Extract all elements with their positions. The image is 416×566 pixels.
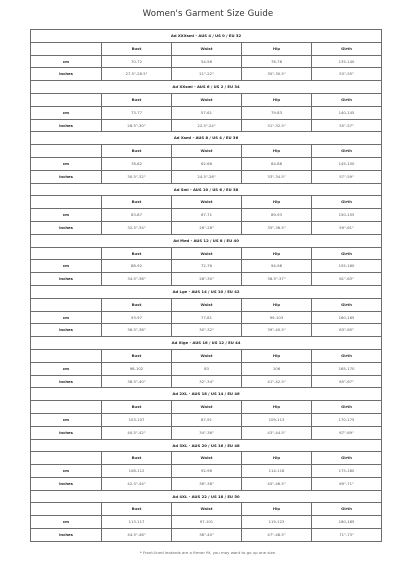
measurement-hip-cm: 109-113 [242, 413, 312, 426]
unit-label: inches [31, 375, 102, 388]
unit-label: inches [31, 68, 102, 81]
column-header-row [31, 401, 382, 414]
column-header-bust: Bust [102, 145, 172, 158]
measurement-girth-inches: 65"-67" [312, 375, 382, 388]
size-section-label: Ad Lge - AUS 14 / US 10 / EU 42 [31, 285, 382, 298]
table-row-inches [31, 477, 382, 490]
page-title: Women's Garment Size Guide [142, 9, 274, 19]
column-header-girth: Girth [312, 349, 382, 362]
column-header-row [31, 93, 382, 106]
measurement-girth-cm: 170-175 [312, 413, 382, 426]
column-header-girth: Girth [312, 145, 382, 158]
measurement-waist-cm: 72-76 [172, 260, 242, 273]
table-row-cm [31, 106, 382, 119]
table-row-inches [31, 426, 382, 439]
column-header-bust: Bust [102, 503, 172, 516]
column-header-waist: Waist [172, 298, 242, 311]
measurement-hip-inches: 35"-36.5" [242, 221, 312, 234]
table-row-inches [31, 324, 382, 337]
column-header-row [31, 503, 382, 516]
measurement-bust-inches: 44.5"-46" [102, 529, 172, 542]
unit-label: cm [31, 106, 102, 119]
measurement-waist-cm: 92-96 [172, 465, 242, 478]
measurement-girth-inches: 71"-73" [312, 529, 382, 542]
unit-label: inches [31, 477, 102, 490]
measurement-hip-cm: 84-88 [242, 157, 312, 170]
column-header-row [31, 247, 382, 260]
unit-label: cm [31, 260, 102, 273]
size-section-label: Ad Xsml - AUS 8 / US 4 / EU 36 [31, 132, 382, 145]
measurement-girth-cm: 180-185 [312, 516, 382, 529]
column-header-bust: Bust [102, 298, 172, 311]
size-section-label: Ad 2XL - AUS 18 / US 14 / EU 46 [31, 388, 382, 401]
unit-label: inches [31, 273, 102, 286]
size-section-header-row [31, 183, 382, 196]
table-row-inches [31, 375, 382, 388]
measurement-waist-inches: 32"-34" [172, 375, 242, 388]
unit-label: inches [31, 170, 102, 183]
footnote: * Front-lined leotards are a firmer fit, you may want to go up one size. [139, 550, 277, 555]
blank-corner-cell [31, 298, 102, 311]
measurement-hip-inches: 30"-30.5" [242, 68, 312, 81]
column-header-hip: Hip [242, 298, 312, 311]
column-header-bust: Bust [102, 93, 172, 106]
column-header-hip: Hip [242, 401, 312, 414]
unit-label: cm [31, 465, 102, 478]
column-header-girth: Girth [312, 196, 382, 209]
table-row-inches [31, 221, 382, 234]
table-row-cm [31, 311, 382, 324]
measurement-waist-cm: 57-61 [172, 106, 242, 119]
column-header-bust: Bust [102, 196, 172, 209]
measurement-bust-cm: 88-92 [102, 260, 172, 273]
column-header-waist: Waist [172, 247, 242, 260]
measurement-hip-inches: 39"-40.5" [242, 324, 312, 337]
measurement-hip-inches: 36.5"-37" [242, 273, 312, 286]
table-row-cm [31, 260, 382, 273]
column-header-waist: Waist [172, 145, 242, 158]
measurement-waist-inches: 21"-22" [172, 68, 242, 81]
measurement-waist-cm: 67-71 [172, 209, 242, 222]
size-section-label: Ad 4XL - AUS 22 / US 18 / EU 50 [31, 490, 382, 503]
table-row-cm [31, 157, 382, 170]
measurement-hip-cm: 89-93 [242, 209, 312, 222]
measurement-waist-inches: 34"-36" [172, 426, 242, 439]
measurement-bust-inches: 27.5"-28.5" [102, 68, 172, 81]
size-section-label: Ad Sml - AUS 10 / US 6 / EU 38 [31, 183, 382, 196]
measurement-girth-cm: 135-140 [312, 55, 382, 68]
measurement-hip-cm: 76-78 [242, 55, 312, 68]
measurement-girth-cm: 155-160 [312, 260, 382, 273]
blank-corner-cell [31, 349, 102, 362]
measurement-bust-cm: 93-97 [102, 311, 172, 324]
table-row-cm [31, 55, 382, 68]
column-header-waist: Waist [172, 93, 242, 106]
size-table [30, 29, 382, 542]
measurement-hip-cm: 119-123 [242, 516, 312, 529]
unit-label: cm [31, 157, 102, 170]
measurement-bust-cm: 108-112 [102, 465, 172, 478]
table-row-inches [31, 170, 382, 183]
size-section-label: Ad 3XL - AUS 20 / US 16 / EU 48 [31, 439, 382, 452]
measurement-waist-cm: 97-101 [172, 516, 242, 529]
measurement-hip-inches: 41"-42.5" [242, 375, 312, 388]
measurement-waist-cm: 87-91 [172, 413, 242, 426]
measurement-hip-cm: 79-83 [242, 106, 312, 119]
size-section-header-row [31, 388, 382, 401]
measurement-girth-inches: 63"-65" [312, 324, 382, 337]
size-section-label: Ad XXsml - AUS 6 / US 2 / EU 34 [31, 81, 382, 94]
measurement-girth-inches: 69"-71" [312, 477, 382, 490]
measurement-girth-cm: 175-180 [312, 465, 382, 478]
measurement-bust-cm: 83-87 [102, 209, 172, 222]
measurement-bust-inches: 36.5"-38" [102, 324, 172, 337]
measurement-bust-inches: 40.5"-42" [102, 426, 172, 439]
unit-label: cm [31, 209, 102, 222]
table-row-cm [31, 413, 382, 426]
column-header-row [31, 42, 382, 55]
column-header-row [31, 349, 382, 362]
table-row-cm [31, 516, 382, 529]
column-header-bust: Bust [102, 401, 172, 414]
measurement-waist-inches: 26"-28" [172, 221, 242, 234]
measurement-waist-inches: 24.5"-26" [172, 170, 242, 183]
measurement-bust-cm: 113-117 [102, 516, 172, 529]
size-section-header-row [31, 132, 382, 145]
measurement-waist-cm: 54-56 [172, 55, 242, 68]
column-header-girth: Girth [312, 452, 382, 465]
size-section-label: Ad Xlge - AUS 16 / US 12 / EU 44 [31, 337, 382, 350]
unit-label: inches [31, 529, 102, 542]
measurement-hip-cm: 94-98 [242, 260, 312, 273]
size-section-header-row [31, 30, 382, 43]
column-header-bust: Bust [102, 349, 172, 362]
column-header-hip: Hip [242, 42, 312, 55]
column-header-girth: Girth [312, 42, 382, 55]
measurement-bust-cm: 103-107 [102, 413, 172, 426]
column-header-waist: Waist [172, 42, 242, 55]
size-section-header-row [31, 81, 382, 94]
measurement-waist-inches: 22.5"-24" [172, 119, 242, 132]
measurement-hip-inches: 43"-44.5" [242, 426, 312, 439]
unit-label: cm [31, 311, 102, 324]
size-section-label: Ad XXXsml - AUS 4 / US 0 / EU 32 [31, 30, 382, 43]
column-header-waist: Waist [172, 349, 242, 362]
measurement-hip-inches: 33"-34.5" [242, 170, 312, 183]
measurement-girth-inches: 67"-69" [312, 426, 382, 439]
measurement-bust-cm: 98-102 [102, 362, 172, 375]
blank-corner-cell [31, 452, 102, 465]
unit-label: cm [31, 413, 102, 426]
column-header-girth: Girth [312, 93, 382, 106]
size-table-body [31, 30, 382, 542]
column-header-girth: Girth [312, 401, 382, 414]
measurement-girth-cm: 140-145 [312, 106, 382, 119]
unit-label: inches [31, 119, 102, 132]
table-row-cm [31, 362, 382, 375]
column-header-bust: Bust [102, 452, 172, 465]
measurement-waist-cm: 83 [172, 362, 242, 375]
measurement-bust-cm: 70-72 [102, 55, 172, 68]
column-header-waist: Waist [172, 401, 242, 414]
measurement-bust-inches: 42.5"-44" [102, 477, 172, 490]
column-header-hip: Hip [242, 145, 312, 158]
measurement-girth-cm: 150-155 [312, 209, 382, 222]
measurement-bust-inches: 34.5"-36" [102, 273, 172, 286]
unit-label: inches [31, 324, 102, 337]
column-header-girth: Girth [312, 503, 382, 516]
measurement-girth-inches: 55"-57" [312, 119, 382, 132]
measurement-hip-inches: 45"-46.5" [242, 477, 312, 490]
column-header-waist: Waist [172, 452, 242, 465]
column-header-girth: Girth [312, 298, 382, 311]
table-row-inches [31, 68, 382, 81]
size-section-label: Ad Med - AUS 12 / US 8 / EU 40 [31, 234, 382, 247]
measurement-waist-inches: 36"-38" [172, 477, 242, 490]
column-header-hip: Hip [242, 452, 312, 465]
measurement-waist-cm: 77-81 [172, 311, 242, 324]
blank-corner-cell [31, 42, 102, 55]
measurement-hip-inches: 31"-32.5" [242, 119, 312, 132]
table-row-cm [31, 465, 382, 478]
blank-corner-cell [31, 247, 102, 260]
measurement-bust-inches: 38.5"-40" [102, 375, 172, 388]
unit-label: inches [31, 426, 102, 439]
blank-corner-cell [31, 401, 102, 414]
column-header-hip: Hip [242, 503, 312, 516]
column-header-hip: Hip [242, 349, 312, 362]
column-header-row [31, 145, 382, 158]
measurement-girth-inches: 61"-63" [312, 273, 382, 286]
measurement-waist-cm: 62-66 [172, 157, 242, 170]
unit-label: cm [31, 362, 102, 375]
size-section-header-row [31, 285, 382, 298]
measurement-bust-inches: 32.5"-34" [102, 221, 172, 234]
measurement-hip-cm: 114-118 [242, 465, 312, 478]
unit-label: inches [31, 221, 102, 234]
column-header-hip: Hip [242, 196, 312, 209]
column-header-waist: Waist [172, 196, 242, 209]
unit-label: cm [31, 516, 102, 529]
size-section-header-row [31, 337, 382, 350]
size-section-header-row [31, 439, 382, 452]
measurement-girth-cm: 160-165 [312, 311, 382, 324]
column-header-row [31, 298, 382, 311]
blank-corner-cell [31, 93, 102, 106]
measurement-bust-inches: 30.5"-32" [102, 170, 172, 183]
column-header-bust: Bust [102, 247, 172, 260]
size-section-header-row [31, 234, 382, 247]
measurement-waist-inches: 30"-32" [172, 324, 242, 337]
measurement-hip-inches: 47"-48.5" [242, 529, 312, 542]
table-row-inches [31, 119, 382, 132]
column-header-bust: Bust [102, 42, 172, 55]
table-row-cm [31, 209, 382, 222]
measurement-waist-inches: 38"-40" [172, 529, 242, 542]
column-header-girth: Girth [312, 247, 382, 260]
measurement-girth-inches: 53"-55" [312, 68, 382, 81]
blank-corner-cell [31, 145, 102, 158]
table-row-inches [31, 273, 382, 286]
column-header-hip: Hip [242, 247, 312, 260]
unit-label: cm [31, 55, 102, 68]
measurement-hip-cm: 99-103 [242, 311, 312, 324]
measurement-waist-inches: 28"-30" [172, 273, 242, 286]
column-header-hip: Hip [242, 93, 312, 106]
measurement-girth-inches: 57"-59" [312, 170, 382, 183]
measurement-bust-cm: 78-82 [102, 157, 172, 170]
measurement-girth-cm: 165-170 [312, 362, 382, 375]
measurement-girth-cm: 145-150 [312, 157, 382, 170]
column-header-row [31, 196, 382, 209]
measurement-hip-cm: 106 [242, 362, 312, 375]
table-row-inches [31, 529, 382, 542]
measurement-bust-inches: 28.5"-30" [102, 119, 172, 132]
blank-corner-cell [31, 196, 102, 209]
measurement-girth-inches: 59"-61" [312, 221, 382, 234]
size-section-header-row [31, 490, 382, 503]
measurement-bust-cm: 73-77 [102, 106, 172, 119]
column-header-row [31, 452, 382, 465]
blank-corner-cell [31, 503, 102, 516]
column-header-waist: Waist [172, 503, 242, 516]
